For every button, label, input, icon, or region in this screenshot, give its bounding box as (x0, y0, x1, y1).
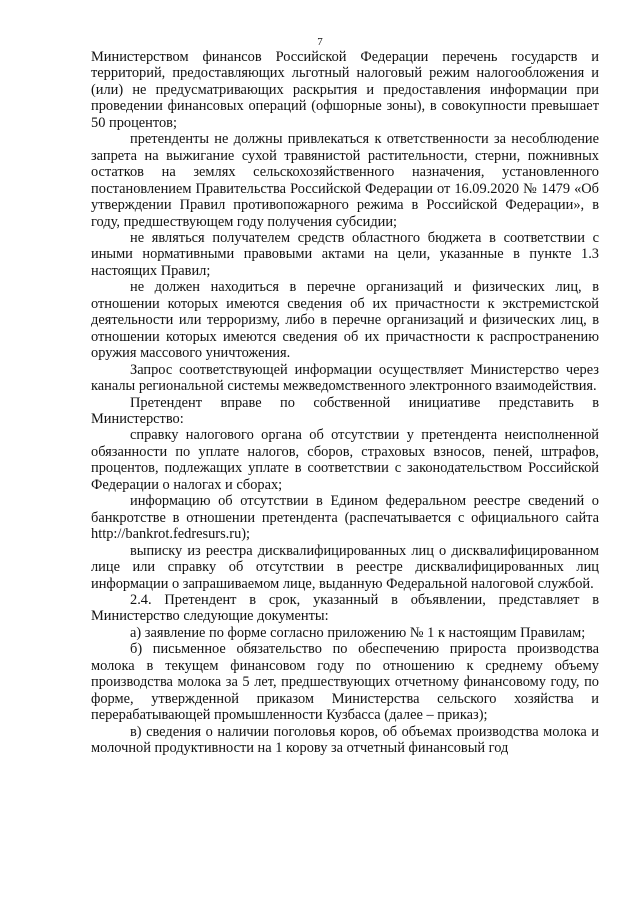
paragraph-fire-safety: претенденты не должны привлекаться к ответственности за несоблюдение запрета на выжигание сухой травянистой растительности, стерни, пожнивных остатков на землях сельскохозяйственного назначения, установленного постановлением Правительства Российской Федерации от 16.09.2020 № 1479 «Об утверждении Правил противопожарного режима в Российской Федерации», в году, предшествующем году получения субсидии; (91, 131, 599, 230)
paragraph-offshore-continuation: Министерством финансов Российской Федерации перечень государств и территорий, предоставляющих льготный налоговый режим налогообложения и (или) не предусматривающих раскрытия и предоставления информации при проведении финансовых операций (офшорные зоны), в совокупности превышает 50 процентов; (91, 49, 599, 131)
paragraph-item-a: а) заявление по форме согласно приложению № 1 к настоящим Правилам; (130, 624, 586, 641)
paragraph-item-c: в) сведения о наличии поголовья коров, об объемах производства молока и молочной продуктивности на 1 корову за отчетный финансовый год (91, 723, 599, 757)
paragraph-item-b: б) письменное обязательство по обеспечению прироста производства молока в текущем финансовом году по отношению к среднему объему производства молока за 5 лет, предшествующих отчетному финансовому году, по форме, утвержденной приказом Министерства сельского хозяйства и перерабатывающей промышленности Кузбасса (далее – приказ); (91, 641, 599, 724)
body-text (91, 49, 599, 756)
paragraph-information-request: Запрос соответствующей информации осуществляет Министерство через каналы региональной системы межведомственного электронного взаимодействия. (91, 361, 599, 395)
paragraph-disqualified-registry: выписку из реестра дисквалифицированных лиц о дисквалифицированном лице или справку об отсутствии в реестре дисквалифицированных лиц информации о запрашиваемом лице, выданную Федеральной налоговой службой. (91, 542, 599, 592)
page-number: 7 (317, 36, 323, 48)
paragraph-tax-certificate: справку налогового органа об отсутствии у претендента неисполненной обязанности по уплате налогов, сборов, страховых взносов, пеней, штрафов, процентов, подлежащих уплате в соответствии с законодательством Российской Федерации о налогах и сборах; (91, 427, 599, 493)
paragraph-applicant-may-submit: Претендент вправе по собственной инициативе представить в Министерство: (91, 394, 599, 427)
paragraph-budget-recipient: не являться получателем средств областного бюджета в соответствии с иными нормативными правовыми актами на цели, указанные в пункте 1.3 настоящих Правил; (91, 229, 599, 279)
paragraph-bankruptcy-info: информацию об отсутствии в Едином федеральном реестре сведений о банкротстве в отношении претендента (распечатывается с официального сайта http://bankrot.fedresurs.ru); (91, 493, 599, 543)
paragraph-section-2-4: 2.4. Претендент в срок, указанный в объявлении, представляет в Министерство следующие документы: (91, 591, 599, 625)
paragraph-extremism-list: не должен находиться в перечне организаций и физических лиц, в отношении которых имеются сведения об их причастности к экстремистской деятельности или терроризму, либо в перечне организаций и физических лиц, в отношении которых имеются сведения об их причастности к распространению оружия массового уничтожения. (91, 279, 599, 362)
